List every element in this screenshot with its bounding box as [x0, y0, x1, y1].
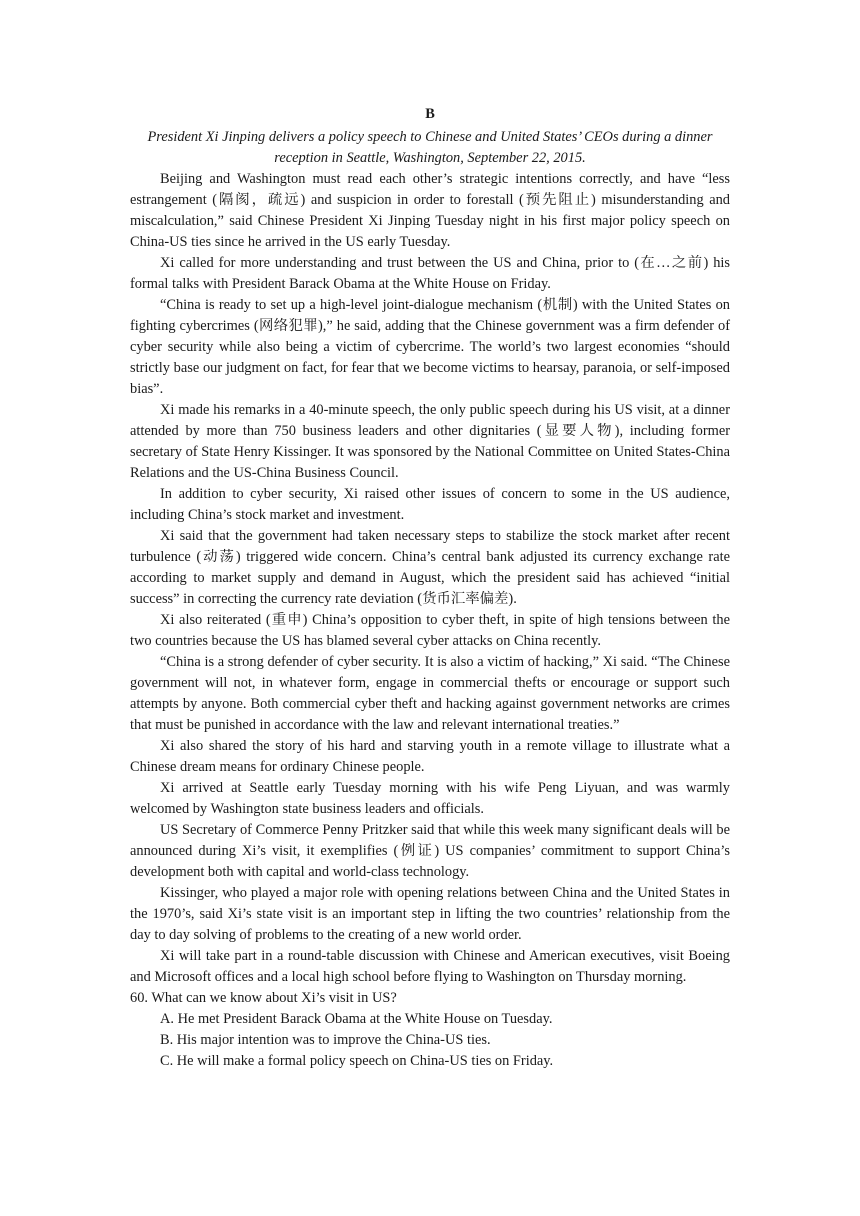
- paragraph: Xi said that the government had taken necessary steps to stabilize the stock market after recent turbulence (动荡) triggered wide concern. China’s central bank adjusted its currency exchange rate according to market supply and demand in August, which the president said has achieved “initial success” in correcting the currency rate deviation (货币汇率偏差).: [130, 528, 730, 607]
- paragraph: Xi also reiterated (重申) China’s opposition to cyber theft, in spite of high tensions between the two countries because the US has blamed several cyber attacks on China recently.: [130, 612, 730, 649]
- question-stem: 60. What can we know about Xi’s visit in US?: [130, 990, 397, 1006]
- paragraph: Xi called for more understanding and trust between the US and China, prior to (在…之前) his formal talks with President Barack Obama at the White House on Friday.: [130, 255, 730, 292]
- answer-option-c: C. He will make a formal policy speech on China-US ties on Friday.: [160, 1053, 554, 1069]
- paragraph: Beijing and Washington must read each other’s strategic intentions correctly, and have “less estrangement (隔阂，疏远) and suspicion in order to forestall (预先阻止) misunderstanding and miscalculation,” said Chinese President Xi Jinping Tuesday night in his first major policy speech on China-US ties since he arrived in the US early Tuesday.: [130, 171, 730, 250]
- answer-option-a: A. He met President Barack Obama at the White House on Tuesday.: [160, 1011, 553, 1027]
- document-page: [130, 104, 730, 1072]
- paragraph: “China is a strong defender of cyber security. It is also a victim of hacking,” Xi said. “The Chinese government will not, in whatever form, engage in commercial thefts or encourage or support such attempts by anyone. Both commercial cyber theft and hacking against government networks are crimes that must be punished in accordance with the law and relevant international treaties.”: [130, 654, 730, 733]
- subtitle-line-1: President Xi Jinping delivers a policy speech to Chinese and United States’ CEOs during a dinner: [147, 129, 713, 145]
- paragraph: In addition to cyber security, Xi raised other issues of concern to some in the US audience, including China’s stock market and investment.: [130, 486, 730, 523]
- paragraph: Xi arrived at Seattle early Tuesday morning with his wife Peng Liyuan, and was warmly welcomed by Washington state business leaders and officials.: [130, 780, 730, 817]
- paragraph: Xi made his remarks in a 40-minute speech, the only public speech during his US visit, at a dinner attended by more than 750 business leaders and other dignitaries (显要人物), including former secretary of State Henry Kissinger. It was sponsored by the National Committee on United States-China Relations and the US-China Business Council.: [130, 402, 730, 481]
- paragraph: Xi also shared the story of his hard and starving youth in a remote village to illustrate what a Chinese dream means for ordinary Chinese people.: [130, 738, 730, 775]
- subtitle-line-2: reception in Seattle, Washington, September 22, 2015.: [274, 150, 586, 166]
- paragraph: Kissinger, who played a major role with opening relations between China and the United States in the 1970’s, said Xi’s state visit is an important step in lifting the two countries’ relationship from the day to day solving of problems to the creating of a new world order.: [130, 885, 730, 943]
- answer-option-b: B. His major intention was to improve the China-US ties.: [160, 1032, 491, 1048]
- paragraph: “China is ready to set up a high-level joint-dialogue mechanism (机制) with the United States on fighting cybercrimes (网络犯罪),” he said, adding that the Chinese government was a firm defender of cyber security while also being a victim of cybercrime. The world’s two largest economies “should strictly base our judgment on fact, for fear that we become victims to hearsay, paranoia, or self-imposed bias”.: [130, 297, 730, 397]
- section-label: B: [425, 106, 435, 122]
- paragraph: Xi will take part in a round-table discussion with Chinese and American executives, visit Boeing and Microsoft offices and a local high school before flying to Washington on Thursday morning.: [130, 948, 730, 985]
- paragraph: US Secretary of Commerce Penny Pritzker said that while this week many significant deals will be announced during Xi’s visit, it exemplifies (例证) US companies’ commitment to support China’s development both with capital and world-class technology.: [130, 822, 730, 880]
